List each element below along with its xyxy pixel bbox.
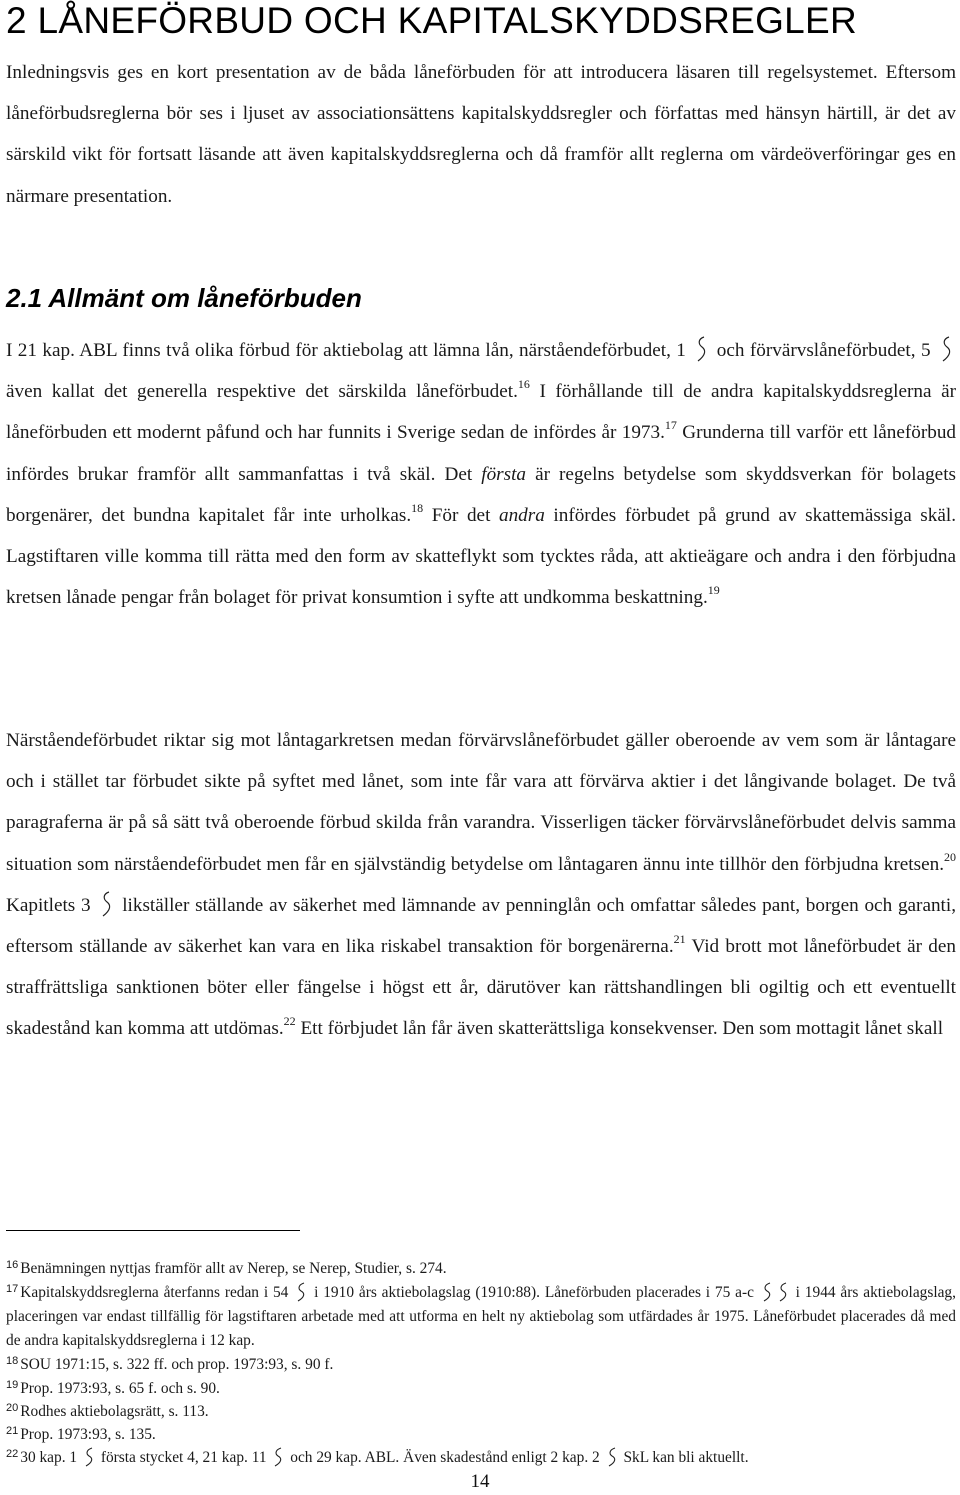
- footnote-text: SkL kan bli aktuellt.: [623, 1449, 749, 1466]
- footnote-number: 19: [6, 1379, 19, 1391]
- section-sign-icon: [99, 890, 113, 918]
- footnote-number: 22: [6, 1448, 19, 1460]
- chapter-heading: 2 LÅNEFÖRBUD OCH KAPITALSKYDDSREGLER: [6, 0, 858, 41]
- text-run: Vid brott mot låneförbudet är den straffrättsliga sanktionen böter eller fängelse i högst ett år, därutöver kan rättshandlingen bli ogiltig och ett eventuellt skadestånd kan komma att utdömas.: [6, 936, 956, 1040]
- footnote-text: första stycket 4, 21 kap. 11: [100, 1449, 267, 1466]
- text-run: Grunderna till varför ett låneförbud infördes brukar framför allt sammanfattas i två skäl. Det: [6, 422, 957, 485]
- footnote-16: [6, 1257, 956, 1281]
- footnote-text: Benämningen nyttjas framför allt av Nerep, se Nerep, Studier, s. 274.: [20, 1260, 447, 1277]
- footnote-18: [6, 1353, 956, 1377]
- footnote-21: [6, 1423, 956, 1447]
- footnote-19: [6, 1377, 956, 1401]
- footnote-separator: [6, 1230, 300, 1231]
- footnote-ref: 20: [944, 849, 956, 864]
- text-run: även kallat det generella respektive det särskilda låneförbudet.: [6, 381, 518, 403]
- footnote-number: 17: [6, 1283, 19, 1295]
- section-sign-icon: [83, 1447, 95, 1467]
- footnote-text: i 1910 års aktiebolagslag (1910:88). Låneförbuden placerades i 75 a-c: [314, 1284, 754, 1301]
- text-run: Ett förbjudet lån får även skatterättsliga konsekvenser. Den som mottagit lånet skall: [295, 1018, 944, 1040]
- text-run: Närståendeförbudet riktar sig mot låntagarkretsen medan förvärvslåneförbudet gäller oberoende av vem som är låntagare och i stället tar förbudet sikte på syftet med lånet, som inte får vara att förvärva aktier i det långivande bolaget. De två paragraferna är på så sätt två oberoende förbud skilda från varandra. Visserligen täcker förvärvslåneförbudet delvis samma situation som närståendeförbudet men får en självständig betydelse om låntagaren ännu inte tillhör den förbjudna kretsen.: [6, 730, 956, 875]
- footnote-17: [6, 1281, 956, 1354]
- footnote-number: 21: [6, 1425, 19, 1437]
- footnote-ref: 17: [664, 418, 677, 433]
- emphasis: andra: [498, 504, 545, 526]
- section-sign-icon: [694, 335, 708, 363]
- footnote-ref: 22: [283, 1014, 296, 1029]
- section-sign-icon: [761, 1282, 773, 1302]
- footnote-number: 18: [6, 1355, 19, 1367]
- body-paragraph-1: [6, 330, 956, 618]
- section-sign-icon: [606, 1447, 618, 1467]
- text-run: Kapitlets 3: [6, 894, 91, 916]
- emphasis: första: [481, 463, 527, 485]
- footnote-number: 20: [6, 1402, 19, 1414]
- body-paragraph-2: [6, 720, 956, 1050]
- footnote-text: Prop. 1973:93, s. 65 f. och s. 90.: [20, 1380, 220, 1397]
- footnote-text: SOU 1971:15, s. 322 ff. och prop. 1973:93, s. 90 f.: [20, 1356, 334, 1373]
- footnote-ref: 18: [411, 500, 424, 515]
- footnote-text: Rodhes aktiebolagsrätt, s. 113.: [20, 1403, 209, 1420]
- footnote-text: Prop. 1973:93, s. 135.: [20, 1426, 156, 1443]
- intro-paragraph: Inledningsvis ges en kort presentation av de båda låneförbuden för att introducera läsaren till regelsystemet. Eftersom låneförbudsreglerna bör ses i ljuset av associationsättens kapitalskyddsregler och författas med hänsyn härtill, är det av särskild vikt för fortsatt läsande att även kapitalskyddsreglerna och då framför allt reglerna om värdeöverföringar ges en närmare presentation.: [6, 62, 956, 207]
- footnote-text: 30 kap. 1: [20, 1449, 78, 1466]
- section-sign-icon: [272, 1447, 284, 1467]
- footnote-text: och 29 kap. ABL. Även skadestånd enligt 2 kap. 2: [290, 1449, 600, 1466]
- footnote-22: [6, 1446, 956, 1470]
- text-run: För det: [423, 504, 499, 526]
- section-sign-icon: [295, 1282, 307, 1302]
- footnote-20: [6, 1400, 956, 1424]
- section-sign-icon: [939, 335, 953, 363]
- section-heading: 2.1 Allmänt om låneförbuden: [6, 283, 362, 313]
- text-run: är regelns betydelse som skyddsverkan för bolagets borgenärer, det bundna kapitalet får inte urholkas.: [6, 463, 957, 526]
- text-run: infördes förbudet på grund av skattemässiga skäl. Lagstiftaren ville komma till rätta med den form av skatteflykt som tycktes råda, att aktieägare och andra i den förbjudna kretsen lånade pengar från bolaget för privat konsumtion i syfte att undkomma beskattning.: [6, 504, 956, 609]
- text-run: och förvärvslåneförbudet, 5: [716, 340, 931, 361]
- footnote-ref: 16: [517, 377, 530, 392]
- text-run: I förhållande till de andra kapitalskyddsreglerna är låneförbuden ett modernt påfund och har funnits i Sverige sedan de infördes år 1973.: [6, 381, 956, 444]
- text-run: likställer ställande av säkerhet med lämnande av penninglån och omfattar således pant, borgen och garanti, eftersom ställande av säkerhet kan vara en lika riskabel transaktion för borgenärerna.: [6, 894, 957, 958]
- footnote-ref: 21: [673, 932, 686, 947]
- section-sign-icon: [777, 1282, 789, 1302]
- text-run: I 21 kap. ABL finns två olika förbud för aktiebolag att lämna lån, närståendeförbudet, 1: [6, 340, 686, 361]
- footnote-ref: 19: [707, 583, 720, 598]
- footnote-text: i 1944 års aktiebolagslag, placeringen var endast tillfällig för lagstiftaren arbetade med att utforma en helt ny aktiebolag som utfärdades år 1975. Låneförbudet placerades då med de andra kapitalskyddsreglerna i 12 kap.: [6, 1284, 956, 1350]
- footnote-text: Kapitalskyddsreglerna återfanns redan i 54: [20, 1284, 289, 1301]
- footnote-number: 16: [6, 1259, 19, 1271]
- page-number: 14: [470, 1471, 490, 1492]
